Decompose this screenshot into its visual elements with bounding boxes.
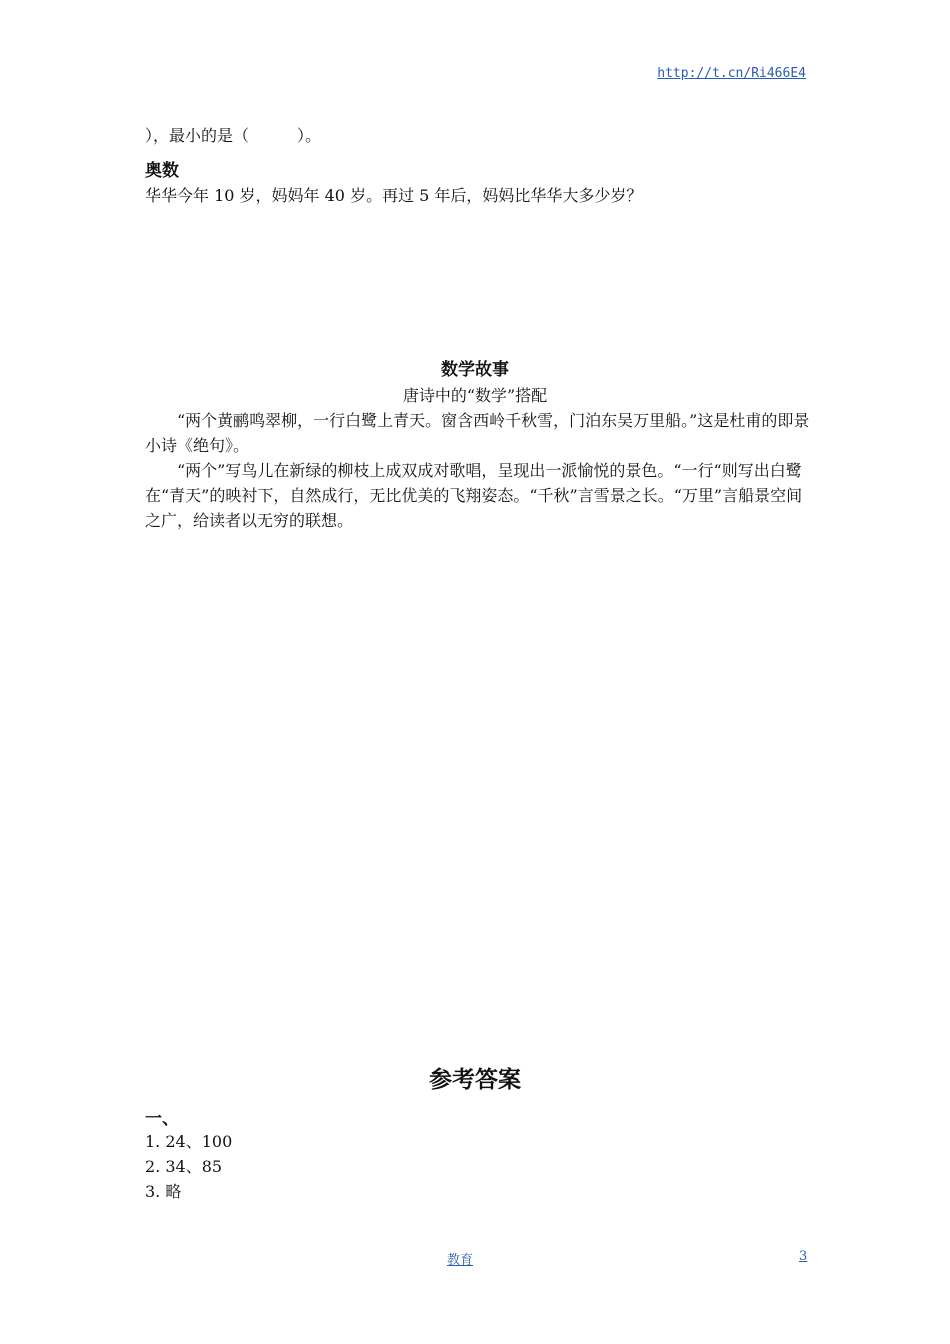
answer-item-3: 3. 略 [145, 1182, 182, 1201]
story-paragraph-2: “两个”写鸟儿在新绿的柳枝上成双成对歌唱，呈现出一派愉悦的景色。“一行“则写出白鹭在“青天”的映衬下，自然成行，无比优美的飞翔姿态。“千秋”言雪景之长。“万里”言船景空间之广，给读者以无穷的联想。 [145, 461, 803, 530]
story-subtitle: 唐诗中的“数学”搭配 [402, 386, 548, 405]
olympiad-heading: 奥数 [145, 161, 179, 181]
header-url-link[interactable]: http://t.cn/Ri466E4 [657, 66, 806, 81]
olympiad-question: 华华今年 10 岁，妈妈年 40 岁。再过 5 年后，妈妈比华华大多少岁？ [145, 186, 643, 205]
answers-section-heading: 一、 [145, 1109, 179, 1129]
answer-item-1: 1. 24、100 [145, 1132, 233, 1151]
footer-link[interactable]: 教育 [447, 1253, 474, 1268]
answer-item-2: 2. 34、85 [145, 1157, 223, 1176]
story-paragraph-1: “两个黄鹂鸣翠柳，一行白鹭上青天。窗含西岭千秋雪，门泊东吴万里船。”这是杜甫的即景小诗《绝句》。 [145, 411, 810, 455]
answers-title: 参考答案 [429, 1067, 521, 1093]
page-number[interactable]: 3 [799, 1249, 808, 1264]
story-title: 数学故事 [441, 360, 509, 380]
continuation-line: ），最小的是（ ）。 [145, 126, 322, 145]
